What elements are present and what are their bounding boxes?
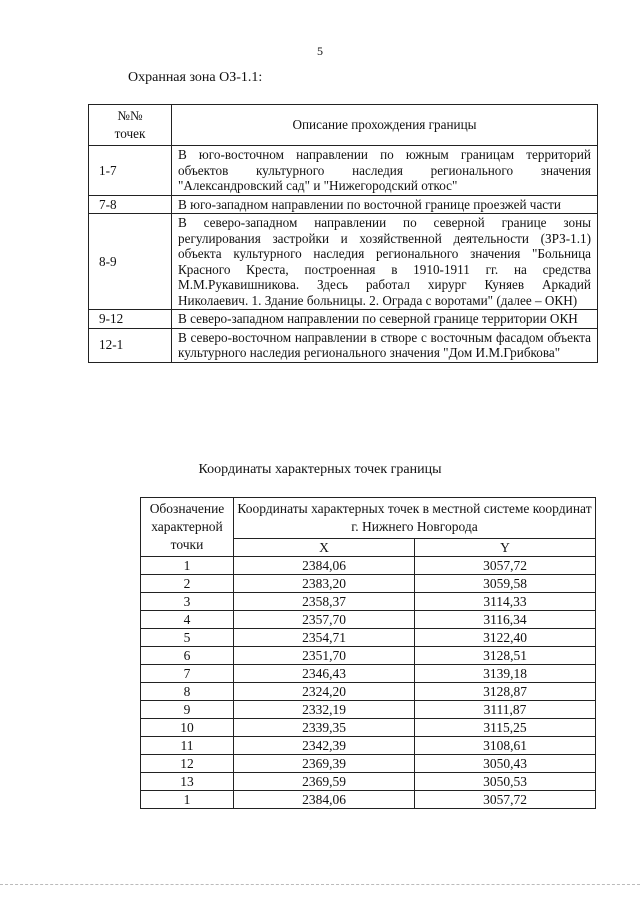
coords-cell-point: 12 — [141, 755, 234, 773]
coords-cell-y: 3057,72 — [415, 557, 596, 575]
coords-row — [141, 719, 596, 737]
coords-cell-x: 2339,35 — [234, 719, 415, 737]
coords-cell-x: 2332,19 — [234, 701, 415, 719]
coords-cell-y: 3115,25 — [415, 719, 596, 737]
boundary-points: 12-1 — [89, 328, 172, 362]
boundary-description: В северо-восточном направлении в створе с восточным фасадом объекта культурного наследия регионального значения "Дом И.М.Грибкова" — [172, 328, 598, 362]
coords-cell-y: 3059,58 — [415, 575, 596, 593]
coords-cell-y: 3050,53 — [415, 773, 596, 791]
boundary-description: В юго-западном направлении по восточной границе проезжей части — [172, 195, 598, 214]
coordinates-column-header: Координаты характерных точек в местной системе координат г. Нижнего Новгорода — [234, 498, 596, 539]
boundary-points: 8-9 — [89, 214, 172, 310]
coords-cell-point: 1 — [141, 791, 234, 809]
coords-title: Координаты характерных точек границы — [198, 462, 442, 477]
coords-row — [141, 683, 596, 701]
coords-cell-x: 2358,37 — [234, 593, 415, 611]
coords-row — [141, 647, 596, 665]
coords-cell-y: 3050,43 — [415, 755, 596, 773]
page-number: 5 — [317, 44, 323, 58]
zone-title: Охранная зона ОЗ-1.1: — [128, 70, 263, 85]
coords-cell-point: 1 — [141, 557, 234, 575]
boundary-table-header — [89, 105, 598, 146]
coords-cell-point: 2 — [141, 575, 234, 593]
points-header-line2: точек — [114, 126, 146, 141]
boundary-table — [88, 104, 598, 363]
coords-cell-x: 2346,43 — [234, 665, 415, 683]
coords-table — [140, 497, 596, 809]
coords-cell-point: 11 — [141, 737, 234, 755]
coords-cell-x: 2384,06 — [234, 557, 415, 575]
designation-column-header: Обозначение характерной точки — [141, 498, 234, 557]
coords-row — [141, 665, 596, 683]
boundary-table-body — [89, 146, 598, 363]
x-column-header: X — [234, 539, 415, 557]
coords-cell-x: 2369,59 — [234, 773, 415, 791]
coords-cell-point: 7 — [141, 665, 234, 683]
coords-cell-point: 5 — [141, 629, 234, 647]
points-header-line1: №№ — [117, 108, 143, 123]
coords-row — [141, 575, 596, 593]
coords-row — [141, 557, 596, 575]
coords-row — [141, 629, 596, 647]
coords-row — [141, 737, 596, 755]
coords-cell-y: 3116,34 — [415, 611, 596, 629]
boundary-row — [89, 214, 598, 310]
coords-cell-point: 6 — [141, 647, 234, 665]
coords-cell-x: 2324,20 — [234, 683, 415, 701]
coords-row — [141, 791, 596, 809]
description-column-header: Описание прохождения границы — [172, 105, 598, 146]
points-column-header — [89, 105, 172, 146]
coords-cell-y: 3139,18 — [415, 665, 596, 683]
y-column-header: Y — [415, 539, 596, 557]
boundary-row — [89, 310, 598, 329]
coords-row — [141, 701, 596, 719]
coords-cell-y: 3122,40 — [415, 629, 596, 647]
coords-cell-point: 8 — [141, 683, 234, 701]
coords-cell-x: 2351,70 — [234, 647, 415, 665]
coords-cell-point: 3 — [141, 593, 234, 611]
coords-cell-y: 3114,33 — [415, 593, 596, 611]
coords-cell-x: 2357,70 — [234, 611, 415, 629]
coords-cell-x: 2384,06 — [234, 791, 415, 809]
coords-row — [141, 593, 596, 611]
coords-cell-point: 4 — [141, 611, 234, 629]
coords-cell-x: 2383,20 — [234, 575, 415, 593]
coords-cell-x: 2369,39 — [234, 755, 415, 773]
boundary-description: В северо-западном направлении по северной границе территории ОКН — [172, 310, 598, 329]
coords-cell-x: 2354,71 — [234, 629, 415, 647]
boundary-description: В северо-западном направлении по северной границе зоны регулирования застройки и хозяйственной деятельности (ЗРЗ-1.1) объекта культурного наследия регионального значения "Больница Красного Креста, построенная в 1910-1911 гг. на средства М.М.Рукавишникова. Здесь работал хирург Куняев Аркадий Николаевич. 1. Здание больницы. 2. Ограда с воротами" (далее – ОКН) — [172, 214, 598, 310]
coords-row — [141, 755, 596, 773]
coords-cell-point: 10 — [141, 719, 234, 737]
boundary-row — [89, 146, 598, 196]
boundary-points: 1-7 — [89, 146, 172, 196]
coords-cell-x: 2342,39 — [234, 737, 415, 755]
coords-cell-point: 13 — [141, 773, 234, 791]
coords-header-row-1 — [141, 498, 596, 539]
coords-cell-y: 3057,72 — [415, 791, 596, 809]
coords-cell-y: 3111,87 — [415, 701, 596, 719]
boundary-row — [89, 328, 598, 362]
coords-row — [141, 773, 596, 791]
boundary-points: 7-8 — [89, 195, 172, 214]
page-bottom-edge — [0, 884, 640, 885]
coords-table-body — [141, 557, 596, 809]
boundary-row — [89, 195, 598, 214]
coords-cell-y: 3108,61 — [415, 737, 596, 755]
boundary-description: В юго-восточном направлении по южным границам территорий объектов культурного наследия регионального значения "Александровский сад" и "Нижегородский откос" — [172, 146, 598, 196]
coords-cell-y: 3128,51 — [415, 647, 596, 665]
coords-cell-y: 3128,87 — [415, 683, 596, 701]
coords-row — [141, 611, 596, 629]
boundary-points: 9-12 — [89, 310, 172, 329]
coords-cell-point: 9 — [141, 701, 234, 719]
